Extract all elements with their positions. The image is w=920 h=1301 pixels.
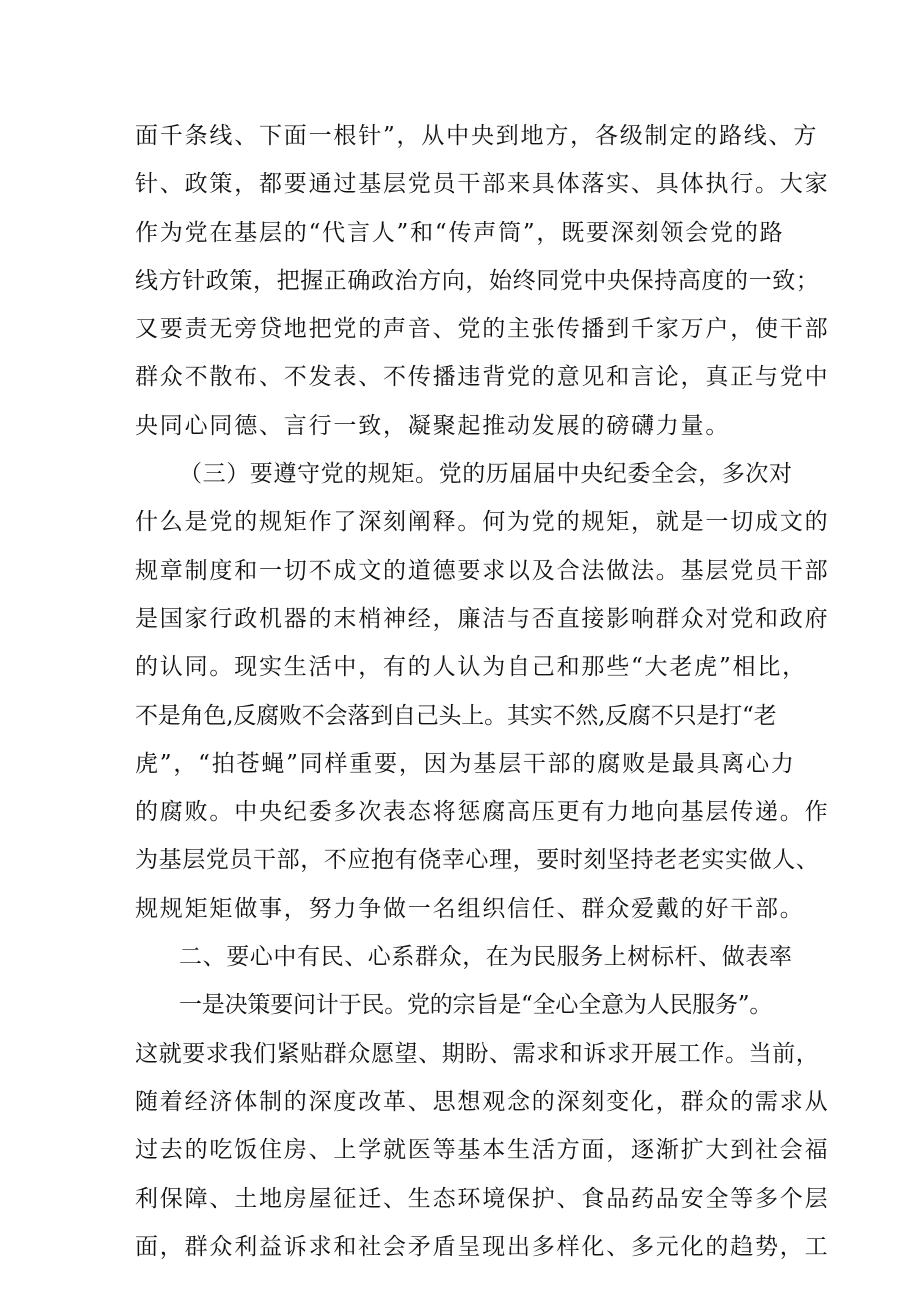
text-line: 这就要求我们紧贴群众愿望、期盼、需求和诉求开展工作。当前， [135,1040,820,1067]
text-line: 群众不散布、不发表、不传播违背党的意见和言论，真正与党中 [135,364,830,391]
text-line: 线方针政策，把握正确政治方向，始终同党中央保持高度的一致； [135,267,820,294]
text-line: 不是角色,反腐败不会落到自己头上。其实不然,反腐不只是打“老 [135,702,777,729]
text-line: 又要责无旁贷地把党的声音、党的主张传播到千家万户，使干部 [135,316,830,343]
text-line: 什么是党的规矩作了深刻阐释。何为党的规矩，就是一切成文的 [135,509,830,536]
text-line: 面千条线、下面一根针”，从中央到地方，各级制定的路线、方 [135,123,819,149]
text-line: 虎”，“拍苍蝇”同样重要，因为基层干部的腐败是最具离心力 [135,750,796,777]
section-heading-line: （三）要遵守党的规矩。党的历届届中央纪委全会，多次对 [179,461,793,488]
text-line: 规规矩矩做事，努力争做一名组织信任、群众爱戴的好干部。 [135,895,805,922]
section-heading-line: 一是决策要问计于民。党的宗旨是“全心全意为人民服务”。 [179,992,773,1019]
text-line: 利保障、土地房屋征迁、生态环境保护、食品药品安全等多个层 [135,1185,830,1212]
text-line: 随着经济体制的深度改革、思想观念的深刻变化，群众的需求从 [135,1088,830,1115]
text-line: 针、政策，都要通过基层党员干部来具体落实、具体执行。大家 [135,171,830,198]
text-line: 为基层党员干部，不应抱有侥幸心理，要时刻坚持老老实实做人、 [135,847,820,874]
text-line: 过去的吃饭住房、上学就医等基本生活方面，逐渐扩大到社会福 [135,1137,830,1164]
text-line: 央同心同德、言行一致，凝聚起推动发展的磅礴力量。 [135,412,731,439]
text-line: 面，群众利益诉求和社会矛盾呈现出多样化、多元化的趋势，工 [135,1233,830,1260]
text-line: 是国家行政机器的末梢神经，廉洁与否直接影响群众对党和政府 [135,605,830,632]
text-line: 的认同。现实生活中，有的人认为自己和那些“大老虎”相比， [135,654,807,681]
text-line: 规章制度和一切不成文的道德要求以及合法做法。基层党员干部 [135,557,830,584]
chapter-heading-line: 二、要心中有民、心系群众，在为民服务上树标杆、做表率 [179,944,793,971]
text-line: 作为党在基层的“代言人”和“传声筒”，既要深刻领会党的路 [135,219,785,246]
body-text [135,112,830,1271]
text-line: 的腐败。中央纪委多次表态将惩腐高压更有力地向基层传递。作 [135,799,830,826]
